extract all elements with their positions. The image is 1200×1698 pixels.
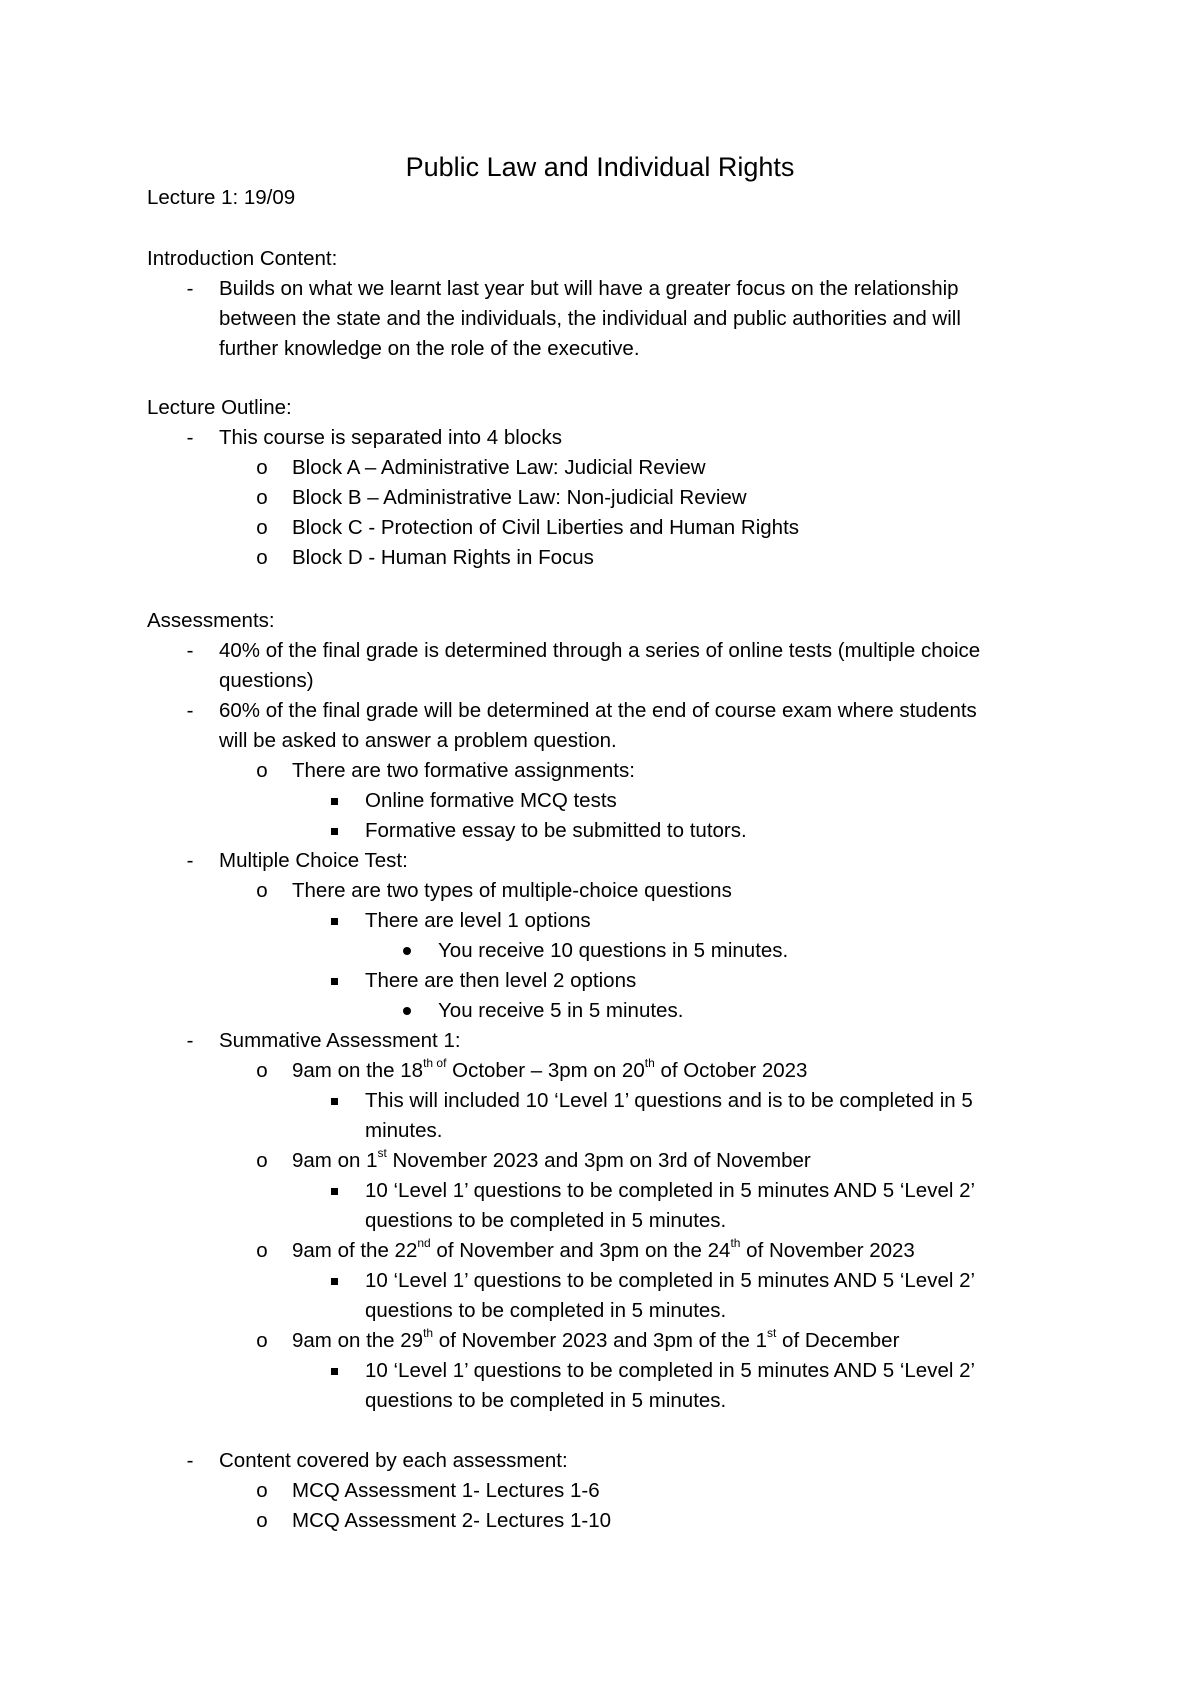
circle-bullet: o [256, 1149, 268, 1172]
formative-heading: There are two formative assignments: [292, 759, 635, 782]
dot-bullet-icon [398, 996, 416, 1026]
dash-bullet: - [186, 426, 194, 449]
dash-bullet: - [186, 277, 194, 300]
dot-bullet-icon [398, 936, 416, 966]
summative-heading: Summative Assessment 1: [219, 1029, 461, 1052]
square-bullet-icon [325, 1086, 343, 1116]
summative-2-detail-2: questions to be completed in 5 minutes. [365, 1209, 727, 1232]
circle-bullet: o [256, 516, 268, 539]
content-item-2: MCQ Assessment 2- Lectures 1-10 [292, 1509, 612, 1532]
dash-bullet: - [186, 699, 194, 722]
circle-bullet: o [256, 1479, 268, 1502]
circle-bullet: o [256, 1059, 268, 1082]
square-bullet-icon [325, 1356, 343, 1386]
mcq-heading: Multiple Choice Test: [219, 849, 408, 872]
intro-line-2: between the state and the individuals, the individual and public authorities and will [219, 307, 961, 330]
online-tests-line-1: 40% of the final grade is determined through a series of online tests (multiple choice [219, 639, 981, 662]
block-b: Block B – Administrative Law: Non-judicial Review [292, 486, 747, 509]
intro-line-3: further knowledge on the role of the executive. [219, 337, 640, 360]
summative-2-detail-1: 10 ‘Level 1’ questions to be completed in 5 minutes AND 5 ‘Level 2’ [365, 1179, 976, 1202]
summative-4-detail-2: questions to be completed in 5 minutes. [365, 1389, 727, 1412]
circle-bullet: o [256, 879, 268, 902]
square-bullet-icon [325, 1176, 343, 1206]
circle-bullet: o [256, 486, 268, 509]
mcq-level2-detail: You receive 5 in 5 minutes. [438, 999, 684, 1022]
page-title: Public Law and Individual Rights [405, 152, 795, 182]
outline-item: This course is separated into 4 blocks [219, 426, 562, 449]
dash-bullet: - [186, 639, 194, 662]
mcq-types: There are two types of multiple-choice questions [292, 879, 732, 902]
square-bullet-icon [325, 1266, 343, 1296]
block-d: Block D - Human Rights in Focus [292, 546, 594, 569]
circle-bullet: o [256, 759, 268, 782]
square-bullet-icon [325, 906, 343, 936]
summative-3-detail-1: 10 ‘Level 1’ questions to be completed in 5 minutes AND 5 ‘Level 2’ [365, 1269, 976, 1292]
online-tests-line-2: questions) [219, 669, 314, 692]
summative-1-detail-2: minutes. [365, 1119, 443, 1142]
circle-bullet: o [256, 546, 268, 569]
summative-4-detail-1: 10 ‘Level 1’ questions to be completed in 5 minutes AND 5 ‘Level 2’ [365, 1359, 976, 1382]
square-bullet-icon [325, 786, 343, 816]
summative-window-4: 9am on the 29th of November 2023 and 3pm of the 1st of December [292, 1326, 900, 1352]
square-bullet-icon [325, 816, 343, 846]
square-bullet-icon [325, 966, 343, 996]
intro-heading: Introduction Content: [147, 247, 338, 270]
dash-bullet: - [186, 1449, 194, 1472]
block-c: Block C - Protection of Civil Liberties and Human Rights [292, 516, 800, 539]
lecture-date: Lecture 1: 19/09 [147, 186, 296, 209]
content-heading: Content covered by each assessment: [219, 1449, 568, 1472]
assessments-heading: Assessments: [147, 609, 275, 632]
dash-bullet: - [186, 849, 194, 872]
intro-line-1: Builds on what we learnt last year but will have a greater focus on the relationship [219, 277, 959, 300]
exam-line-2: will be asked to answer a problem question. [219, 729, 617, 752]
outline-heading: Lecture Outline: [147, 396, 292, 419]
mcq-level1-detail: You receive 10 questions in 5 minutes. [438, 939, 789, 962]
circle-bullet: o [256, 456, 268, 479]
summative-3-detail-2: questions to be completed in 5 minutes. [365, 1299, 727, 1322]
summative-1-detail-1: This will included 10 ‘Level 1’ questions and is to be completed in 5 [365, 1089, 973, 1112]
summative-window-2: 9am on 1st November 2023 and 3pm on 3rd of November [292, 1146, 811, 1172]
block-a: Block A – Administrative Law: Judicial Review [292, 456, 706, 479]
content-item-1: MCQ Assessment 1- Lectures 1-6 [292, 1479, 600, 1502]
circle-bullet: o [256, 1239, 268, 1262]
mcq-level1: There are level 1 options [365, 909, 591, 932]
summative-window-3: 9am of the 22nd of November and 3pm on the 24th of November 2023 [292, 1236, 915, 1262]
mcq-level2: There are then level 2 options [365, 969, 637, 992]
dash-bullet: - [186, 1029, 194, 1052]
circle-bullet: o [256, 1329, 268, 1352]
formative-item-mcq: Online formative MCQ tests [365, 789, 617, 812]
exam-line-1: 60% of the final grade will be determined at the end of course exam where students [219, 699, 977, 722]
summative-window-1: 9am on the $18^{th of}$ October – 3pm on 20th of October 2023 [292, 1056, 808, 1082]
formative-item-essay: Formative essay to be submitted to tutors. [365, 819, 747, 842]
circle-bullet: o [256, 1509, 268, 1532]
